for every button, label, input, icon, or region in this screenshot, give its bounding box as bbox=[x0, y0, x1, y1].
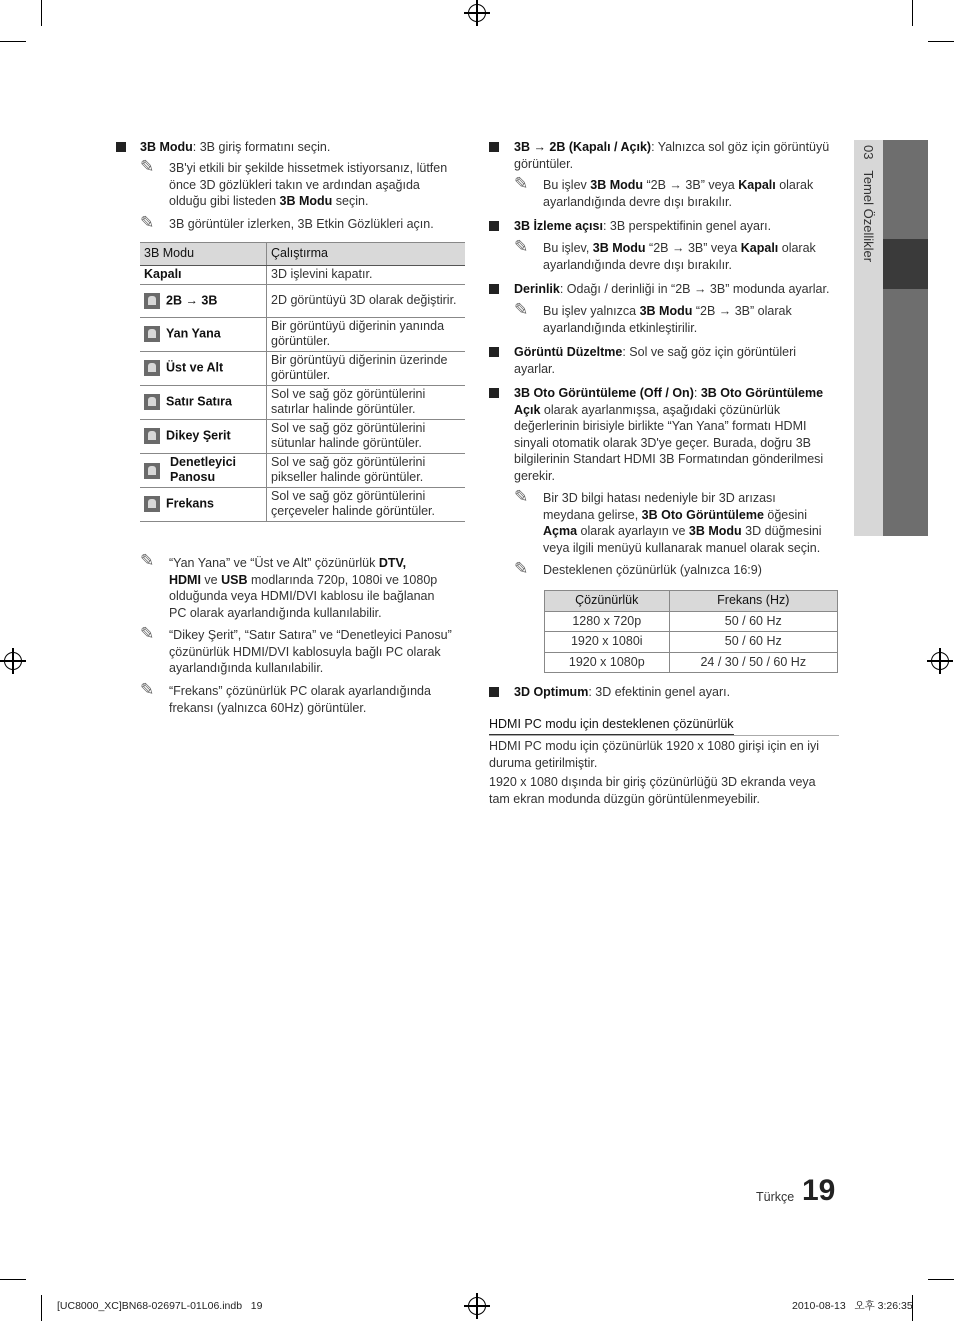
note-icon: ✎ bbox=[140, 213, 155, 232]
table-row: Dikey Şerit Sol ve sağ göz görüntülerini sütunlar halinde görüntüler. bbox=[140, 419, 465, 453]
frequency-icon bbox=[144, 496, 160, 512]
table-row: Kapalı 3D işlevini kapatır. bbox=[140, 265, 465, 284]
bullet-3b-modu: 3B Modu: 3B giriş formatını seçin. bbox=[140, 140, 331, 154]
note-icon: ✎ bbox=[140, 157, 155, 176]
bullet-picture-correction: Görüntü Düzeltme: Sol ve sağ göz için görüntüleri ayarlar. bbox=[514, 345, 797, 376]
note-side-by-side: “Yan Yana” ve “Üst ve Alt” çözünürlük DTV, HDMI ve USB modlarında 720p, 1080i ve 1080p olduğunda veya HDMI/DVI kablosu ile bağlanan PC olarak ayarlandığında kullanılabilir. bbox=[169, 556, 438, 620]
table-header: Frekans (Hz) bbox=[669, 591, 837, 612]
note-auto-view: Bir 3D bilgi hatası nedeniyle bir 3D arızası meydana gelirse, 3B Oto Görüntüleme öğesini Açma olarak ayarlayın ve 3B Modu 3D düğmesini veya ilgili menüyü kullanarak manuel olarak seçin. bbox=[543, 491, 822, 555]
bullet-3d-optimum: 3D Optimum: 3D efektinin genel ayarı. bbox=[514, 685, 731, 699]
bullet-auto-view: 3B Oto Görüntüleme (Off / On): 3B Oto Görüntüleme Açık olarak ayarlanmışsa, aşağıdaki çözünürlük değerlerinin birisiyle birlikte “Yan Yana” formatı HDMI sinyali otomatik olarak 3D'ye geçer. Burada, doğru 3B bilgilerinin Standart HDMI 3B Formatından gönderilmesi gerekir. bbox=[514, 386, 824, 483]
footer-timestamp: 2010-08-13 오후 3:26:35 bbox=[792, 1300, 913, 1312]
checkerboard-icon bbox=[144, 463, 160, 479]
hdmi-section-title: HDMI PC modu için desteklenen çözünürlük bbox=[489, 716, 734, 735]
table-row: 1920 x 1080i 50 / 60 Hz bbox=[545, 632, 838, 653]
note-icon: ✎ bbox=[514, 559, 529, 578]
note-supported-resolution: Desteklenen çözünürlük (yalnızca 16:9) bbox=[543, 563, 762, 577]
bullet-icon bbox=[489, 142, 499, 152]
line-by-line-icon bbox=[144, 394, 160, 410]
crop-mark bbox=[912, 0, 913, 26]
footer-file-name: [UC8000_XC]BN68-02697L-01L06.indb 19 bbox=[57, 1300, 263, 1312]
note-vertical-stripe: “Dikey Şerit”, “Satır Satıra” ve “Denetleyici Panosu” çözünürlük HDMI/DVI kablosuyla bağlı PC olarak ayarlandığında kullanılabilir. bbox=[169, 628, 452, 675]
crop-mark bbox=[928, 41, 954, 42]
crop-mark bbox=[0, 1279, 26, 1280]
bullet-icon bbox=[489, 284, 499, 294]
bullet-icon bbox=[489, 388, 499, 398]
note-icon: ✎ bbox=[514, 174, 529, 193]
crop-mark bbox=[0, 41, 26, 42]
chapter-title: Temel Özellikler bbox=[861, 170, 876, 263]
table-header: Çözünürlük bbox=[545, 591, 670, 612]
chapter-number: 03 bbox=[861, 145, 876, 160]
note-icon: ✎ bbox=[140, 624, 155, 643]
note-icon: ✎ bbox=[514, 487, 529, 506]
note-3b-to-2b: Bu işlev 3B Modu “2B → 3B” veya Kapalı olarak ayarlandığında devre dışı bırakılır. bbox=[543, 178, 814, 209]
bullet-3b-to-2b: 3B → 2B (Kapalı / Açık): Yalnızca sol göz için görüntüyü görüntüler. bbox=[514, 140, 830, 171]
top-bottom-icon bbox=[144, 360, 160, 376]
table-row: 2B → 3B 2D görüntüyü 3D olarak değiştirir. bbox=[140, 284, 465, 317]
mode-2d-to-3d-icon bbox=[144, 293, 160, 309]
hdmi-paragraph-1: HDMI PC modu için çözünürlük 1920 x 1080 girişi için en iyi duruma getirilmiştir. bbox=[489, 739, 820, 770]
hdmi-section-rule bbox=[489, 735, 839, 736]
table-row: Satır Satıra Sol ve sağ göz görüntülerini satırlar halinde görüntüler. bbox=[140, 385, 465, 419]
chapter-tab-marker bbox=[883, 239, 928, 289]
note-icon: ✎ bbox=[514, 237, 529, 256]
registration-mark-icon bbox=[4, 652, 22, 670]
bullet-depth: Derinlik: Odağı / derinliği in “2B → 3B” modunda ayarlar. bbox=[514, 282, 830, 296]
note-icon: ✎ bbox=[140, 680, 155, 699]
note-glasses-on: 3B görüntüler izlerken, 3B Etkin Gözlükleri açın. bbox=[169, 217, 434, 231]
crop-mark bbox=[41, 1295, 42, 1321]
note-frequency: “Frekans” çözünürlük PC olarak ayarlandığında frekansı (yalnızca 60Hz) görüntüler. bbox=[169, 684, 431, 715]
hdmi-paragraph-2: 1920 x 1080 dışında bir giriş çözünürlüğü 3D ekranda veya tam ekran modunda düzgün görüntülenmeyebilir. bbox=[489, 775, 816, 806]
note-icon: ✎ bbox=[514, 300, 529, 319]
registration-mark-icon bbox=[468, 4, 486, 22]
bullet-viewing-angle: 3B İzleme açısı: 3B perspektifinin genel ayarı. bbox=[514, 219, 772, 233]
table-row: 1920 x 1080p 24 / 30 / 50 / 60 Hz bbox=[545, 652, 838, 673]
bullet-icon bbox=[489, 221, 499, 231]
crop-mark bbox=[41, 0, 42, 26]
note-icon: ✎ bbox=[140, 551, 155, 570]
table-row: Denetleyici Panosu Sol ve sağ göz görüntülerini pikseller halinde görüntüler. bbox=[140, 453, 465, 487]
3d-mode-table bbox=[140, 242, 465, 522]
table-header: Çalıştırma bbox=[267, 243, 466, 266]
side-by-side-icon bbox=[144, 326, 160, 342]
vertical-stripe-icon bbox=[144, 428, 160, 444]
footer-language: Türkçe bbox=[756, 1190, 795, 1204]
crop-mark bbox=[928, 1279, 954, 1280]
table-row: Frekans Sol ve sağ göz görüntülerini çerçeveler halinde görüntüler. bbox=[140, 487, 465, 521]
registration-mark-icon bbox=[931, 652, 949, 670]
note-viewing-angle: Bu işlev, 3B Modu “2B → 3B” veya Kapalı olarak ayarlandığında devre dışı bırakılır. bbox=[543, 241, 816, 272]
bullet-icon bbox=[489, 687, 499, 697]
table-header: 3B Modu bbox=[140, 243, 267, 266]
note-depth: Bu işlev yalnızca 3B Modu “2B → 3B” olarak ayarlandığında etkinleştirilir. bbox=[543, 304, 792, 335]
table-row: Üst ve Alt Bir görüntüyü diğerinin üzerinde görüntüler. bbox=[140, 351, 465, 385]
note-3d-glasses: 3B'yi etkili bir şekilde hissetmek istiyorsanız, lütfen önce 3D gözlükleri takın ve ardından aşağıda olduğu gibi listeden 3B Modu seçin. bbox=[169, 161, 448, 208]
table-row: Yan Yana Bir görüntüyü diğerinin yanında görüntüler. bbox=[140, 317, 465, 351]
bullet-icon bbox=[489, 347, 499, 357]
registration-mark-icon bbox=[468, 1297, 486, 1315]
page-number: 19 bbox=[802, 1174, 836, 1207]
bullet-icon bbox=[116, 142, 126, 152]
chapter-tab-dark bbox=[883, 140, 928, 536]
table-row: 1280 x 720p 50 / 60 Hz bbox=[545, 611, 838, 632]
resolution-table bbox=[544, 590, 838, 673]
